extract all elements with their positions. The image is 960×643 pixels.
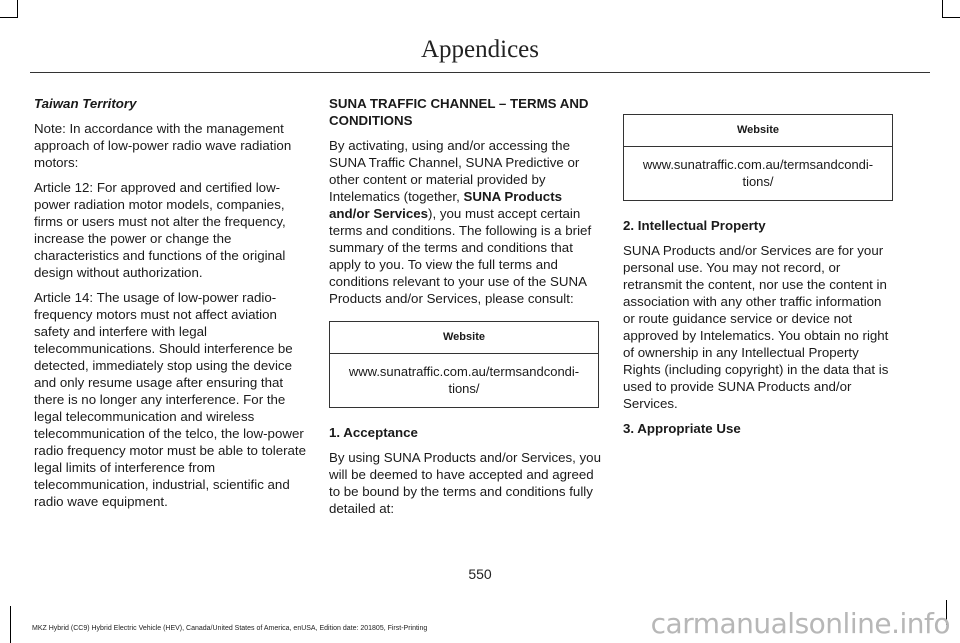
- middle-column: [329, 95, 601, 525]
- acceptance-heading: 1. Acceptance: [329, 425, 418, 440]
- suna-products-bold: SUNA Products and/or Services: [329, 189, 563, 221]
- right-column: [623, 98, 895, 445]
- suna-intro-text-cont: ), you must accept certain terms and conditions. The following is a brief summary of the terms and conditions that apply to you. To view the full terms and conditions relevant to your use of the SUNA Products and/or Services, please consult:: [329, 206, 592, 306]
- page-title: Appendices: [420, 36, 540, 63]
- title-divider: [30, 72, 930, 73]
- crop-mark-top-left: [0, 17, 18, 18]
- website-table: [329, 321, 599, 408]
- intellectual-property-paragraph: SUNA Products and/or Services are for your personal use. You may not record, or retransmit the content, nor use the content in association with any other traffic information or route guidance service or device not approved by Intelematics. You obtain no right of ownership in any Intellectual Property Rights (including copyright) in the data that is used to provide SUNA Products and/or Services.: [623, 243, 889, 411]
- intellectual-property-heading: 2. Intellectual Property: [623, 218, 766, 233]
- edition-footer: MKZ Hybrid (CC9) Hybrid Electric Vehicle (HEV), Canada/United States of America, enUSA, Edition date: 201805, First-Printing: [32, 625, 428, 632]
- website-url: www.sunatraffic.com.au/termsandcondi-tions/: [330, 354, 599, 408]
- page-number: 550: [468, 566, 492, 582]
- suna-intro-paragraph: [329, 137, 601, 307]
- website-table-header: Website: [330, 322, 599, 354]
- website-table: [623, 114, 893, 201]
- crop-mark-top-right: [942, 17, 960, 18]
- article-12-paragraph: Article 12: For approved and certified low-power radiation motor models, companies, firms or users must not alter the frequency, increase the power or change the characteristics and functions of the original design without authorization.: [34, 180, 286, 280]
- suna-intro-text: By activating, using and/or accessing the SUNA Traffic Channel, SUNA Predictive or other content or material provided by Intelematics (together,: [329, 138, 580, 204]
- crop-mark-bottom-left: [10, 606, 11, 643]
- suna-terms-heading: SUNA TRAFFIC CHANNEL – TERMS AND CONDITIONS: [329, 96, 589, 128]
- crop-mark-top-right-vertical: [942, 0, 943, 18]
- website-table-header: Website: [624, 115, 893, 147]
- left-column: [34, 95, 306, 518]
- acceptance-paragraph: By using SUNA Products and/or Services, you will be deemed to have accepted and agreed to be bound by the terms and conditions fully detailed at:: [329, 450, 601, 516]
- taiwan-territory-heading: Taiwan Territory: [34, 96, 137, 111]
- article-14-paragraph: Article 14: The usage of low-power radio-frequency motors must not affect aviation safety and interfere with legal telecommunications. Should interference be detected, immediately stop using the device and only resume usage after ensuring that there is no longer any interference. For the legal telecommunication and wireless telecommunication of the telco, the low-power radio frequency motor must be able to tolerate legal limits of interference from telecommunication, industrial, scientific and radio wave equipment.: [34, 290, 306, 509]
- appropriate-use-heading: 3. Appropriate Use: [623, 421, 741, 436]
- watermark-logo: carmanualsonline.info: [650, 607, 950, 640]
- website-url: www.sunatraffic.com.au/termsandcondi-tions/: [624, 147, 893, 201]
- crop-mark-top-left-vertical: [17, 0, 18, 18]
- note-paragraph: Note: In accordance with the management approach of low-power radio wave radiation motors:: [34, 121, 292, 170]
